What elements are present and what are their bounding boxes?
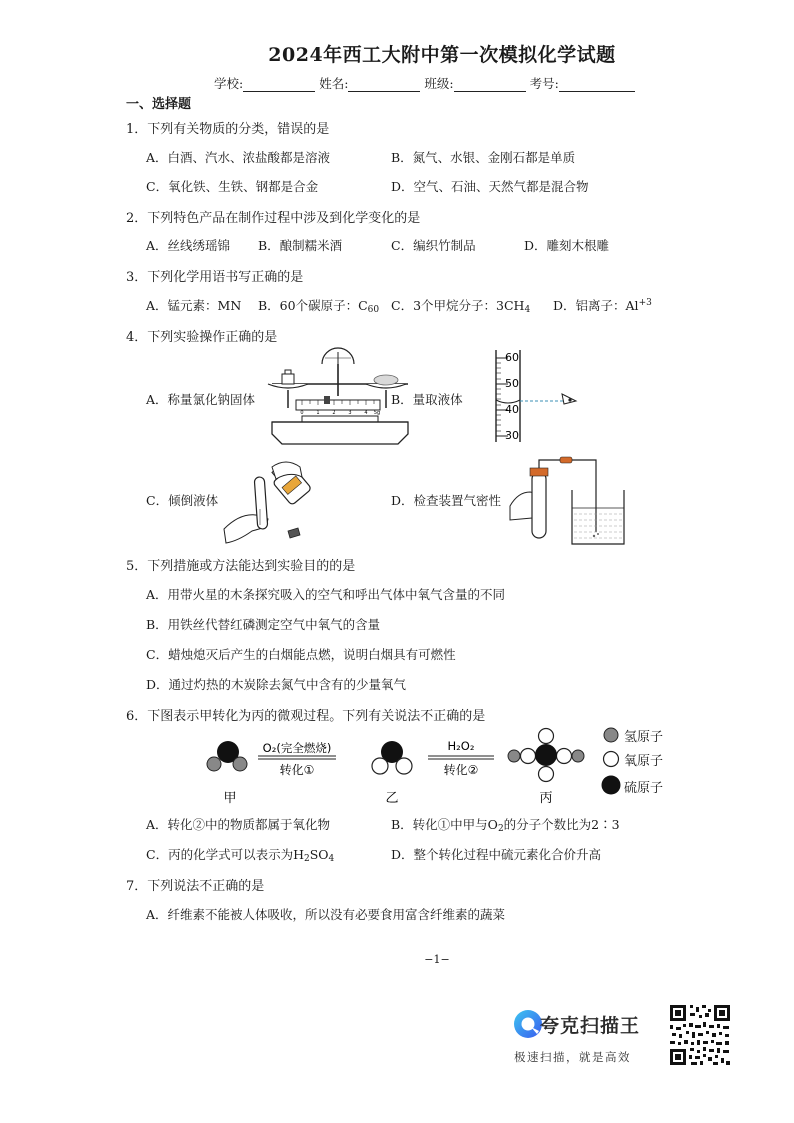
balance-tick-5: 5g [373,410,381,416]
class-blank [454,77,526,92]
legend-hydrogen-label: 氢原子 [624,730,664,745]
q1-option-d: D．空气、石油、天然气都是混合物 [391,179,589,194]
q4-option-c: C．倾倒液体 [146,493,219,508]
qr-code-icon [668,1003,732,1067]
page-number: −1− [424,953,450,966]
exam-number-label: 考号: [529,76,559,91]
molecule-jia [207,741,247,771]
scanner-brand-name: 夸克扫描王 [540,1015,641,1037]
balance-tick-3: 3 [348,410,352,416]
balance-tick-4: 4 [364,410,368,416]
q2-option-b: B．酿制糯米酒 [258,238,343,253]
q1-option-a: A．白酒、汽水、浓盐酸都是溶液 [146,150,331,165]
q3-stem: 3．下列化学用语书写正确的是 [126,270,304,285]
balance-illustration [262,344,418,448]
name-blank [348,77,420,92]
section-heading: 一、选择题 [126,97,192,112]
cylinder-mark-50: 50 [505,377,519,390]
arrow2-top-label: H₂O₂ [447,739,475,753]
cylinder-mark-30: 30 [505,429,519,442]
arrow1-bottom-label: 转化① [279,763,315,777]
q1-stem: 1．下列有关物质的分类，错误的是 [126,122,330,137]
class-label: 班级: [424,76,454,91]
cylinder-mark-60: 60 [505,351,519,364]
q6-option-d: D．整个转化过程中硫元素化合价升高 [391,847,602,862]
balance-tick-2: 2 [332,410,336,416]
legend-oxygen-icon [604,752,619,767]
q5-stem: 5．下列措施或方法能达到实验目的的是 [126,559,356,574]
school-label: 学校: [214,76,244,91]
q1-option-c: C．氧化铁、生铁、钢都是合金 [146,179,319,194]
q4-option-a: A．称量氯化钠固体 [146,392,256,407]
molecular-transformation-diagram [200,724,670,808]
arrow2-bottom-label: 转化② [443,763,479,777]
q5-option-c: C．蜡烛熄灭后产生的白烟能点燃，说明白烟具有可燃性 [146,647,456,662]
school-blank [243,77,315,92]
label-jia: 甲 [223,791,237,806]
molecule-yi [372,741,412,774]
q2-stem: 2．下列特色产品在制作过程中涉及到化学变化的是 [126,211,421,226]
q6-stem: 6．下图表示甲转化为丙的微观过程。下列有关说法不正确的是 [126,709,486,724]
q3-option-b: B．60个碳原子：$C_{60}$ [258,298,380,315]
q6-option-a: A．转化②中的物质都属于氧化物 [146,817,331,832]
student-info-line [214,74,635,92]
balance-tick-0: 0 [300,410,304,416]
q4-option-b: B．量取液体 [391,392,463,407]
q7-option-a: A．纤维素不能被人体吸收，所以没有必要食用富含纤维素的蔬菜 [146,907,506,922]
q1-option-b: B．氮气、水银、金刚石都是单质 [391,150,576,165]
pouring-liquid-illustration [220,457,330,549]
balance-tick-1: 1 [316,410,320,416]
q4-option-d: D．检查装置气密性 [391,493,502,508]
q6-option-c: C．丙的化学式可以表示为$H_2SO_4$ [146,847,335,864]
q6-option-b: B．转化①中甲与$O_2$的分子个数比为2∶3 [391,817,620,834]
label-yi: 乙 [385,791,399,806]
scanner-slogan: 极速扫描，就是高效 [514,1050,631,1064]
q7-stem: 7．下列说法不正确的是 [126,879,265,894]
q2-option-c: C．编织竹制品 [391,238,476,253]
label-bing: 丙 [539,791,553,806]
legend-hydrogen-icon [604,728,618,742]
molecule-bing [508,729,584,782]
exam-title: 2024年西工大附中第一次模拟化学试题 [268,44,616,66]
legend-oxygen-label: 氧原子 [624,754,664,769]
arrow1-top-label: O₂(完全燃烧) [262,741,332,755]
q3-option-a: A．锰元素：MN [146,298,242,313]
arrow-conversion-1 [258,741,336,777]
q4-stem: 4．下列实验操作正确的是 [126,330,278,345]
cylinder-mark-40: 40 [505,403,519,416]
exam-number-blank [559,77,635,92]
q3-option-c: C．3个甲烷分子：$3CH_4$ [391,298,531,315]
q5-option-a: A．用带火星的木条探究吸入的空气和呼出气体中氧气含量的不同 [146,587,506,602]
name-label: 姓名: [319,76,349,91]
q5-option-d: D．通过灼热的木炭除去氮气中含有的少量氧气 [146,677,407,692]
gas-tightness-illustration [508,452,628,548]
legend-sulfur-label: 硫原子 [624,781,664,796]
legend-sulfur-icon [602,776,621,795]
q5-option-b: B．用铁丝代替红磷测定空气中氧气的含量 [146,617,381,632]
q2-option-d: D．雕刻木根雕 [524,238,610,253]
q2-option-a: A．丝线绣瑶锦 [146,238,231,253]
q3-option-d: D．铝离子：$Al^{+3}$ [553,298,652,313]
arrow-conversion-2 [428,739,494,777]
graduated-cylinder-illustration [490,348,590,446]
